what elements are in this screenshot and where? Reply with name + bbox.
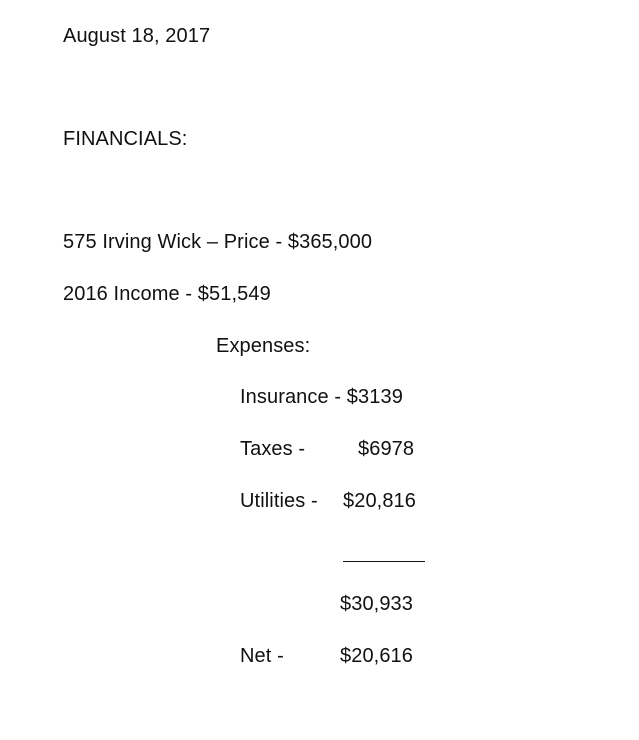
- net-label: Net -: [240, 645, 284, 667]
- property-price-line: 575 Irving Wick – Price - $365,000: [63, 231, 373, 253]
- expense-taxes-amount: $6978: [358, 438, 415, 460]
- total-underline: [343, 561, 425, 562]
- income-line: 2016 Income - $51,549: [63, 283, 271, 305]
- expenses-heading: Expenses:: [216, 335, 311, 357]
- expense-utilities-amount: $20,816: [343, 490, 416, 512]
- financials-heading: FINANCIALS:: [63, 128, 188, 150]
- expense-insurance: Insurance - $3139: [240, 386, 403, 408]
- expenses-total: $30,933: [340, 593, 413, 615]
- document-date: August 18, 2017: [63, 25, 211, 47]
- expense-taxes-label: Taxes -: [240, 438, 306, 460]
- net-amount: $20,616: [340, 645, 413, 667]
- expense-utilities-label: Utilities -: [240, 490, 318, 512]
